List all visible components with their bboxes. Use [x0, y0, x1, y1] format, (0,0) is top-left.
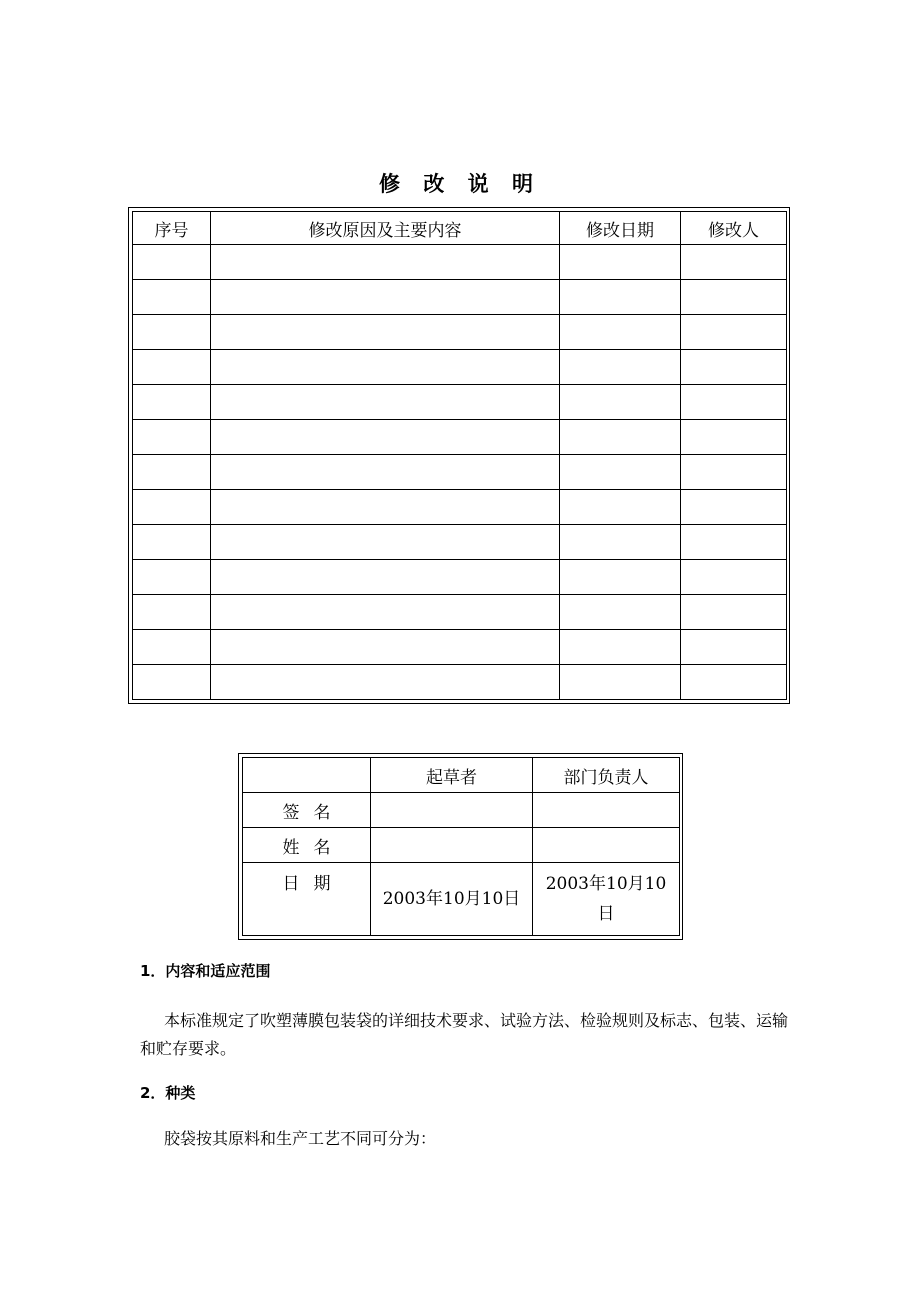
revision-row	[133, 385, 787, 420]
signoff-dept-head-signature	[533, 793, 680, 828]
revision-row	[133, 630, 787, 665]
revision-header-row	[133, 212, 787, 245]
revision-cell-date	[560, 280, 681, 315]
revision-cell-reason	[211, 245, 560, 280]
revision-row	[133, 490, 787, 525]
revision-cell-editor	[681, 350, 787, 385]
revision-cell-date	[560, 385, 681, 420]
signoff-header-dept-head: 部门负责人	[533, 758, 680, 793]
revision-table-frame	[128, 207, 790, 704]
revision-cell-editor	[681, 245, 787, 280]
revision-cell-reason	[211, 490, 560, 525]
revision-cell-editor	[681, 490, 787, 525]
revision-cell-editor	[681, 630, 787, 665]
revision-cell-seq	[133, 490, 211, 525]
revision-cell-editor	[681, 455, 787, 490]
revision-cell-editor	[681, 595, 787, 630]
revision-cell-date	[560, 595, 681, 630]
revision-cell-reason	[211, 350, 560, 385]
revision-body	[133, 245, 787, 700]
revision-cell-seq	[133, 595, 211, 630]
signoff-drafter-signature	[371, 793, 533, 828]
revision-row	[133, 280, 787, 315]
revision-cell-editor	[681, 315, 787, 350]
revision-cell-reason	[211, 595, 560, 630]
revision-cell-date	[560, 665, 681, 700]
revision-cell-date	[560, 420, 681, 455]
revision-cell-seq	[133, 630, 211, 665]
revision-cell-seq	[133, 420, 211, 455]
signoff-header-drafter: 起草者	[371, 758, 533, 793]
revision-cell-date	[560, 490, 681, 525]
header-seq: 序号	[133, 212, 211, 245]
signoff-dept-head-date: 2003年10月10日	[533, 863, 680, 936]
revision-row	[133, 665, 787, 700]
revision-table	[132, 211, 787, 700]
revision-cell-reason	[211, 630, 560, 665]
signoff-header-blank	[243, 758, 371, 793]
revision-cell-reason	[211, 525, 560, 560]
section-2-body: 胶袋按其原料和生产工艺不同可分为：	[164, 1129, 437, 1148]
revision-cell-seq	[133, 245, 211, 280]
signoff-row-signature	[243, 793, 680, 828]
revision-cell-reason	[211, 665, 560, 700]
revision-cell-date	[560, 455, 681, 490]
page-title: 修 改 说 明	[379, 172, 541, 196]
revision-cell-seq	[133, 560, 211, 595]
revision-row	[133, 350, 787, 385]
revision-row	[133, 245, 787, 280]
revision-cell-date	[560, 350, 681, 385]
signoff-header-row	[243, 758, 680, 793]
revision-row	[133, 455, 787, 490]
revision-cell-reason	[211, 560, 560, 595]
revision-cell-date	[560, 525, 681, 560]
signoff-label-date: 日期	[243, 863, 371, 936]
signoff-row-date	[243, 863, 680, 936]
revision-cell-seq	[133, 385, 211, 420]
revision-cell-editor	[681, 525, 787, 560]
revision-row	[133, 525, 787, 560]
revision-cell-date	[560, 560, 681, 595]
revision-cell-reason	[211, 315, 560, 350]
revision-cell-seq	[133, 280, 211, 315]
revision-cell-seq	[133, 350, 211, 385]
revision-cell-seq	[133, 315, 211, 350]
signoff-row-name	[243, 828, 680, 863]
revision-row	[133, 420, 787, 455]
revision-cell-reason	[211, 385, 560, 420]
revision-cell-editor	[681, 280, 787, 315]
section-1-body: 本标准规定了吹塑薄膜包装袋的详细技术要求、试验方法、检验规则及标志、包装、运输和贮存要求。	[140, 1011, 789, 1058]
header-date: 修改日期	[560, 212, 681, 245]
section-1-heading: 1．内容和适应范围	[140, 962, 271, 980]
revision-cell-seq	[133, 455, 211, 490]
revision-cell-seq	[133, 665, 211, 700]
signoff-label-name: 姓名	[243, 828, 371, 863]
revision-cell-seq	[133, 525, 211, 560]
revision-row	[133, 560, 787, 595]
section-2-heading: 2．种类	[140, 1084, 196, 1102]
revision-cell-editor	[681, 560, 787, 595]
header-reason: 修改原因及主要内容	[211, 212, 560, 245]
signoff-drafter-date: 2003年10月10日	[371, 863, 533, 936]
revision-cell-reason	[211, 455, 560, 490]
revision-cell-date	[560, 630, 681, 665]
revision-cell-date	[560, 245, 681, 280]
signoff-table	[242, 757, 680, 936]
signoff-drafter-name	[371, 828, 533, 863]
revision-cell-date	[560, 315, 681, 350]
signoff-dept-head-name	[533, 828, 680, 863]
revision-cell-editor	[681, 665, 787, 700]
header-editor: 修改人	[681, 212, 787, 245]
revision-cell-reason	[211, 420, 560, 455]
revision-cell-editor	[681, 385, 787, 420]
revision-cell-editor	[681, 420, 787, 455]
signoff-table-frame	[238, 753, 683, 940]
signoff-label-signature: 签名	[243, 793, 371, 828]
revision-row	[133, 595, 787, 630]
revision-cell-reason	[211, 280, 560, 315]
revision-row	[133, 315, 787, 350]
